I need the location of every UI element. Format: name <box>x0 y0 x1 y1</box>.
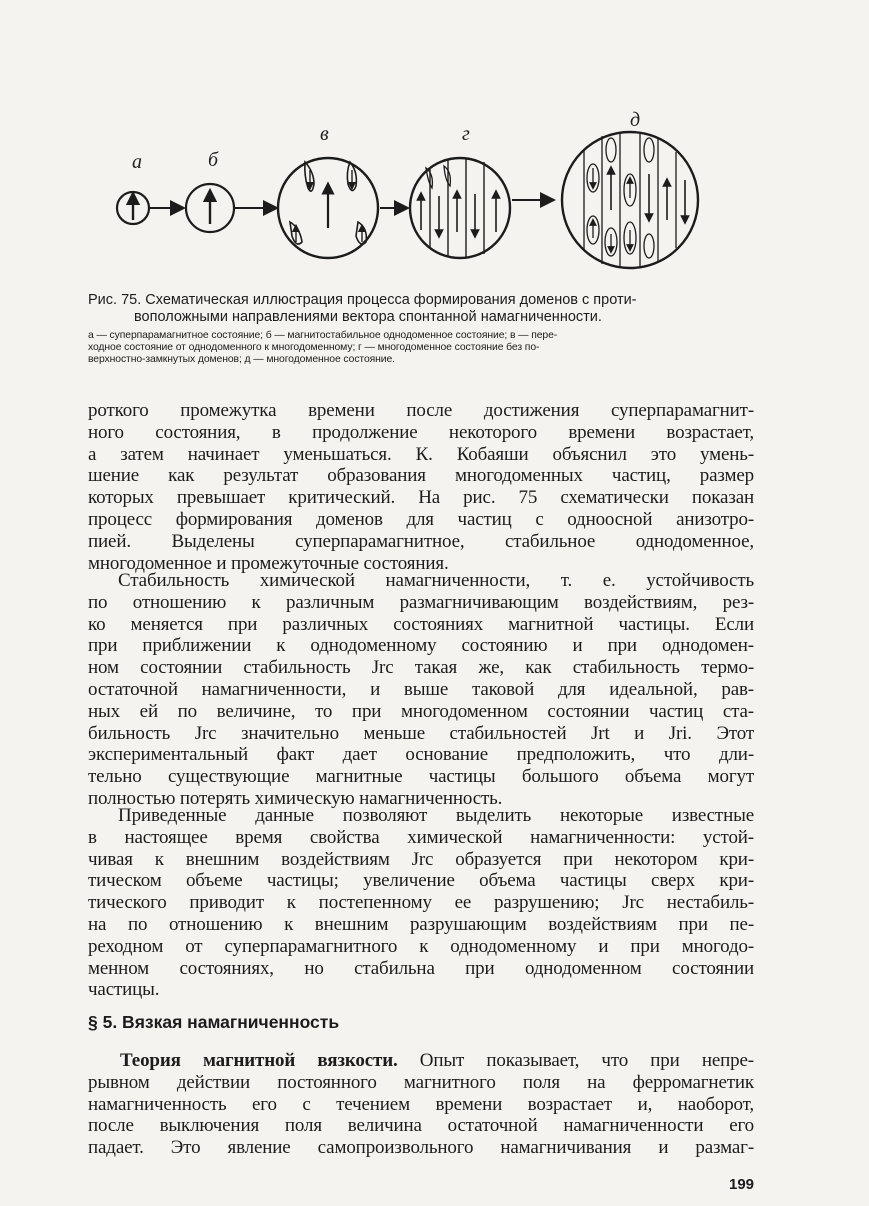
text-line: пией. Выделены суперпарамагнитное, стабильное однодоменное, <box>88 530 754 552</box>
caption-legend-line-2: ходное состояние от однодоменного к многодоменному; г — многодоменное состояние без по- <box>88 342 540 353</box>
text-line: после выключения поля величина остаточной намагниченности его <box>88 1115 754 1137</box>
label-b: б <box>208 149 219 171</box>
label-v: в <box>320 123 329 145</box>
page-number: 199 <box>729 1176 755 1193</box>
text-line: тическом объеме частицы; увеличение объема частицы сверх кри- <box>88 870 754 892</box>
text-line: тического приводит к постепенному ее разрушению; Jrc нестабиль- <box>88 892 754 914</box>
text-line: Стабильность химической намагниченности, т. е. устойчивость <box>118 570 754 591</box>
particle-a-superparamagnetic <box>117 192 149 224</box>
text-line: реходном от суперпарамагнитного к однодоменному и при многодо- <box>88 935 754 957</box>
caption-legend-line-1: а — суперпарамагнитное состояние; б — магнитостабильное однодоменное состояние; в — пере- <box>88 330 558 341</box>
paragraph-4 <box>88 1050 754 1159</box>
text-line: на по отношению к внешним разрушающим воздействиям при пе- <box>88 913 754 935</box>
caption-title-line-2: воположными направлениями вектора спонтанной намагниченности. <box>134 309 602 325</box>
text-line: падает. Это явление самопроизвольного намагничивания и размаг- <box>88 1137 754 1159</box>
text-line: ко меняется при различных состояниях магнитной частицы. Если <box>88 613 754 635</box>
text-line: Приведенные данные позволяют выделить некоторые известные <box>118 805 754 826</box>
text-line: полностью потерять химическую намагниченность. <box>88 787 503 809</box>
text-line: в настоящее время свойства химической намагниченности: устой- <box>88 826 754 848</box>
paragraph-1 <box>88 400 754 574</box>
text-line-first <box>88 1050 754 1072</box>
text-line: ном состоянии стабильность Jrc такая же, как стабильность термо- <box>88 657 754 679</box>
text-line: многодоменное и промежуточные состояния. <box>88 552 449 574</box>
paragraph-3 <box>88 805 754 1001</box>
text-line: остаточной намагниченности, и выше таковой для идеальной, рав- <box>88 678 754 700</box>
label-d: д <box>630 110 641 131</box>
text-line: при приближении к однодоменному состоянию и при однодомен- <box>88 635 754 657</box>
label-g: г <box>462 123 470 145</box>
section-heading: § 5. Вязкая намагниченность <box>88 1012 340 1032</box>
text-line: экспериментальный факт дает основание предположить, что дли- <box>88 744 754 766</box>
text-run: Опыт показывает, что при непре- <box>397 1050 754 1071</box>
particle-g-multidomain <box>410 158 510 258</box>
figure-75-domain-diagram <box>100 110 760 285</box>
text-line: которых превышает критический. На рис. 75 схематически показан <box>88 487 754 509</box>
figure-caption <box>88 292 760 366</box>
caption-legend-line-3: верхностно-замкнутых доменов; д — многодоменное состояние. <box>88 354 395 365</box>
text-line: чивая к внешним воздействиям Jrc образуется при некотором кри- <box>88 848 754 870</box>
text-line: частицы. <box>88 979 160 1001</box>
text-line: намагниченность его с течением времени возрастает и, наоборот, <box>88 1093 754 1115</box>
text-line: по отношению к различным размагничивающим воздействиям, рез- <box>88 591 754 613</box>
particle-v-transitional <box>278 158 378 258</box>
particle-d-multidomain <box>562 132 698 268</box>
text-line: рывном действии постоянного магнитного поля на ферромагнетик <box>88 1071 754 1093</box>
text-line: а затем начинает уменьшаться. К. Кобаяши объяснил это умень- <box>88 443 754 465</box>
text-line: менном состояниях, но стабильна при однодоменном состоянии <box>88 957 754 979</box>
text-line: бильность Jrc значительно меньше стабильностей Jrt и Jri. Этот <box>88 722 754 744</box>
paragraph-2 <box>88 570 754 810</box>
caption-legend <box>88 330 760 366</box>
text-line: роткого промежутка времени после достижения суперпарамагнит- <box>88 400 754 421</box>
text-line: ных ей по величине, то при многодоменном состоянии частиц ста- <box>88 700 754 722</box>
text-line: процесс формирования доменов для частиц с одноосной анизотро- <box>88 508 754 530</box>
run-in-heading: Теория магнитной вязкости. <box>120 1050 398 1071</box>
text-line: шение как результат образования многодоменных частиц, размер <box>88 465 754 487</box>
label-a: а <box>132 151 142 173</box>
caption-title-line-1: Рис. 75. Схематическая иллюстрация процесса формирования доменов с проти- <box>88 292 637 308</box>
text-line: тельно существующие магнитные частицы большого объема могут <box>88 766 754 788</box>
particle-b-single-domain <box>186 184 234 232</box>
text-line: ного состояния, в продолжение некоторого времени возрастает, <box>88 421 754 443</box>
caption-title <box>88 292 760 326</box>
domain-formation-diagram <box>100 110 760 285</box>
